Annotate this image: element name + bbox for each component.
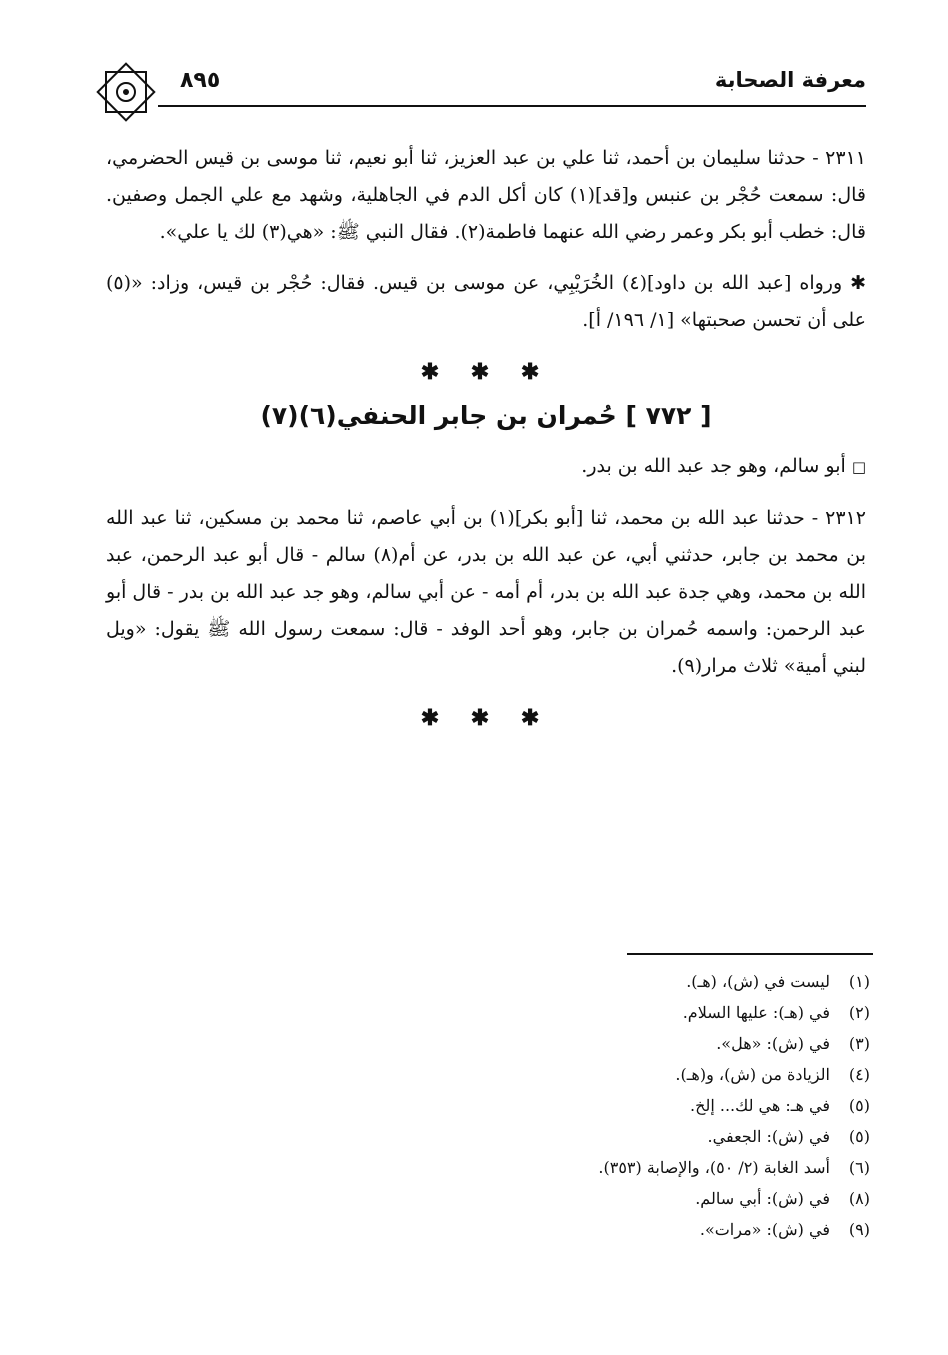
header-rule	[158, 105, 866, 107]
footnote-number: (٨)	[848, 1189, 870, 1208]
page-number: ٨٩٥	[180, 68, 221, 93]
footnote-text: أسد الغابة (٢/ ٥٠)، والإصابة (٣٥٣).	[598, 1158, 830, 1177]
footnote	[310, 1059, 870, 1090]
hadith-2312: ٢٣١٢ - حدثنا عبد الله بن محمد، ثنا [أبو بكر](١) بن أبي عاصم، ثنا محمد بن مسكين، ثنا عبد الله بن محمد بن جابر، حدثني أبي، عن عبد الله بن بدر، عن أم(٨) سالم - قال أبو عبد الرحمن، عبد الله بن محمد، وهي جدة عبد الله بن بدر، أم أمه - عن أبي سالم، وهو جد عبد الله بن بدر - قال أبو عبد الرحمن: واسمه حُمران بن جابر، وهو أحد الوفد - قال: سمعت رسول الله ﷺ يقول: «ويل لبني أمية» ثلاث مرار(٩).	[106, 507, 867, 677]
footnote	[310, 1121, 870, 1152]
footnote-number: (٥)	[848, 1127, 870, 1146]
footnote-text: في (ش): أبي سالم.	[695, 1189, 830, 1208]
footnote	[310, 1183, 870, 1214]
entry-title: [ ٧٧٢ ] حُمران بن جابر الحنفي(٦)(٧)	[260, 401, 712, 430]
footnote-number: (٤)	[848, 1065, 870, 1084]
footnote-text: في هـ: هي لك... إلخ.	[690, 1096, 830, 1115]
footnote-number: (٥)	[848, 1096, 870, 1115]
running-title: معرفة الصحابة	[714, 68, 866, 92]
footnote	[310, 1152, 870, 1183]
footnote-text: في (ش): «مرات».	[699, 1220, 830, 1239]
footnote-text: في (ش): «هل».	[716, 1034, 830, 1053]
page-header	[92, 58, 866, 116]
narration-note: ✱ ورواه [عبد الله بن داود](٤) الخُرَيْبِي، عن موسى بن قيس. فقال: حُجْر بن قيس، وزاد: «(٥) على أن تحسن صحبتها» [١/ ١٩٦/ أ].	[106, 272, 866, 331]
footnote-number: (٦)	[848, 1158, 870, 1177]
octagram-ornament-icon	[92, 58, 160, 126]
footnote-number: (٣)	[848, 1034, 870, 1053]
section-separator: ✱ ✱ ✱	[420, 359, 552, 385]
footnote-text: في (هـ): عليها السلام.	[682, 1003, 830, 1022]
main-text	[106, 140, 866, 747]
footnote	[310, 997, 870, 1028]
footnotes	[310, 966, 870, 1245]
footnote-text: ليست في (ش)، (هـ).	[686, 972, 830, 991]
footnote-number: (٩)	[848, 1220, 870, 1239]
footnote	[310, 966, 870, 997]
kunya-line	[106, 448, 866, 486]
footnote-rule	[627, 953, 873, 955]
hadith-2311: ٢٣١١ - حدثنا سليمان بن أحمد، ثنا علي بن عبد العزيز، ثنا أبو نعيم، ثنا موسى بن قيس الحضرمي، قال: سمعت حُجْر بن عنبس و[قد](١) كان أكل الدم في الجاهلية، وشهد مع علي الجمل وصفين. قال: خطب أبو بكر وعمر رضي الله عنهما فاطمة(٢). فقال النبي ﷺ: «هي(٣) لك يا علي».	[106, 147, 866, 243]
kunya-text: أبو سالم، وهو جد عبد الله بن بدر.	[581, 455, 846, 477]
footnote-number: (٢)	[848, 1003, 870, 1022]
square-bullet-icon: □	[851, 458, 866, 476]
footnote-text: في (ش): الجعفي.	[707, 1127, 830, 1146]
end-separator: ✱ ✱ ✱	[420, 705, 552, 731]
footnote	[310, 1090, 870, 1121]
footnote	[310, 1028, 870, 1059]
footnote	[310, 1214, 870, 1245]
footnote-number: (١)	[848, 972, 870, 991]
footnote-text: الزيادة من (ش)، و(هـ).	[675, 1065, 830, 1084]
